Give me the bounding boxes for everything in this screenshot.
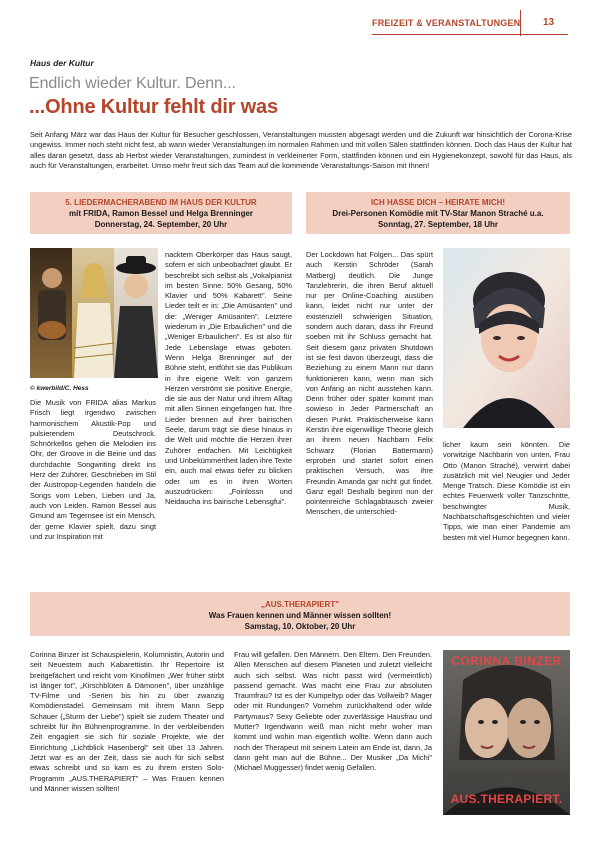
event1-band <box>30 192 292 234</box>
event3-band <box>30 592 570 636</box>
event1-date: Donnerstag, 24. September, 20 Uhr <box>94 220 228 229</box>
photo-credit: © kwerbild/C. Hess <box>30 385 89 392</box>
event3-date: Samstag, 10. Oktober, 20 Uhr <box>244 622 356 631</box>
event3-title: „AUS.THERAPIERT" <box>260 600 340 609</box>
manon-strache-photo <box>443 248 570 428</box>
page-number: 13 <box>543 17 555 28</box>
event2-text-col1: Der Lockdown hat Folgen... Das spürt auch Kerstin Schröder (Sarah Matberg) deutlich. Die Junge Tanzlehrerin, die ihren Beruf aktuell nur per Online-Coaching ausüben kann, leidet nicht nur unter der existenziell schwierigen Situation, sondern auch daran, dass ihr Freund soeben mit ihr Schluss gemacht hat. Seit diesem ganz privaten Shutdown ist sie fest davon überzeugt, dass die Beziehung zu einem Mann nur dann funktionieren kann, wenn man sich von Anfang an nicht ausstehen kann. Denn früher oder später kommt man sowieso in Jeder Partnerschaft an diesen Punkt. Praktischerweise kann Kerstin ihre eigenwillige Theorie gleich an ihrem neuen Nachbarn Felix Schwarz (Florian Battermann) erproben und startet sofort einen praktischen Versuch, was ihre Freundin Amanda gar nicht gut findet. Ganz egal! Deshalb beginnt nun der pointenreiche Schlagabtausch zweier Menschen, die unterschied- <box>306 250 433 517</box>
event1-title: 5. LIEDERMACHERABEND IM HAUS DER KULTUR <box>65 198 257 207</box>
poster-title: AUS.THERAPIERT. <box>450 792 563 806</box>
header-divider <box>520 10 521 36</box>
article-title-line1: Endlich wieder Kultur. Denn... <box>29 75 236 92</box>
article-intro: Seit Anfang März war das Haus der Kultur für Besucher geschlossen, Veranstaltungen mussten abgesagt werden und die Zukunft war hinsichtlich der Corona-Krise ungewiss. Immer noch steht nicht fest, ab wann wieder Veranstaltungen im normalen Rahmen und mit vollen Sälen stattfinden können. Doch das Haus der Kultur hat alles daran gesetzt, dass ab Herbst wieder Veranstaltungen, zumindest in verkleinerter Form, stattfinden können und ein Hygienekonzept, sowohl für das Haus, als auch für Veranstaltungen, erarbeitet. Umso mehr freut sich das Team auf die kommende Veranstaltungs-Saison mit Ihnen! <box>30 130 572 171</box>
article-title-line2: ...Ohne Kultur fehlt dir was <box>29 96 278 118</box>
event3-text-col2: Frau will gefallen. Den Männern. Den Eltern. Den Freunden. Allen Menschen auf diesem Planeten und zuletzt vielleicht auch sich selbst. Was nicht passt wird (vermeintlich) passend gemacht. Was macht eine Frau zur absoluten Traumfrau? Ist es der Kumpeltyp oder das Vollweib? Mager oder mit Rundungen? Vornehm zurückhaltend oder wilde Partymaus? Sexy Geliebte oder zuverlässige Hausfrau und Mutter? Irgendwann weiß man nicht mehr woher man kommt und wohin man eigentlich wollte. Wenn dann auch noch der Therapeut mit seinem Latein am Ende ist, dann, Ja dann geht man auf die Bühne... Der Musiker „Da Michi" (Michael Muggesser) findet wenig Gefallen. <box>234 650 432 773</box>
event2-text-col2: licher kaum sein könnten. Die vorwitzige Nachbarin von unten, Frau Otto (Manon Straché), verwirrt dabei zusätzlich mit viel Neugier und Jeder Menge Tratsch. Diese Komödie ist ein echtes Feuerwerk voller Tanzschritte, beschwingter Musik, Nachbarschaftsgeschichten und vieler Tipps, wie man einer Pandemie am besten mit viel Humor begegnen kann. <box>443 440 570 542</box>
section-title: FREIZEIT & VERANSTALTUNGEN <box>372 18 521 28</box>
page-header <box>0 0 598 40</box>
event1-photo-collage <box>30 248 158 378</box>
event3-text-col1: Corinna Binzer ist Schauspielerin, Kolumnistin, Autorin und seit Neuestem auch Kabarettistin. Ihr Repertoire ist breitgefächert und reicht vom Kinofilmen „Wer früher stirbt ist länger tot", „Kirschblüten & Dämonen", über unzählige TV-Filme und -Serien bis hin zu über zwanzig Komödienstadel. Gemeinsam mit ihrem Mann Sepp Schauer („Sturm der Liebe") spielt sie zudem Theater und schreibt für ihn Bühnenprogramme. In der verbleibenden Zeit engagiert sie sich für soziale Projekte, wie der Einrichtung „Lichtblick Hasenbergl" seit über 13 Jahren. Jetzt war es an der Zeit, dass sie auch für sich selbst etwas schreibt und so kam es zu ihrem ersten Solo-Programm „AUS.THERAPIERT" – Was Frauen kennen und Männer wissen sollten! <box>30 650 224 793</box>
article-kicker: Haus der Kultur <box>30 58 94 68</box>
header-underline <box>372 34 568 35</box>
corinna-binzer-poster-art <box>443 650 570 815</box>
event2-date: Sonntag, 27. September, 18 Uhr <box>377 220 499 229</box>
event2-subtitle: Drei-Personen Komödie mit TV-Star Manon Straché u.a. <box>332 209 544 218</box>
poster-name: CORINNA BINZER <box>451 654 562 668</box>
event2-band <box>306 192 570 234</box>
event1-text-col1: Die Musik von FRIDA alias Markus Frisch liegt irgendwo zwischen harmonischem Akustik-Pop und pulsierendem Deutschrock. Schnörkellos gehen die Melodien ins Ohr, der Groove in die Beine und das durchdachte Songwriting direkt ins Herz der Zuhörer. Geschrieben im Stil der Austropop-Legenden handeln die Songs vom Leben, Lieben und Ja, auch von Leiden. Ramon Bessel aus Gmund am Tegernsee ist ein Mensch, der gerne Klavier spielt, dazu singt und zur Inspiration mit <box>30 398 156 541</box>
event3-poster <box>443 650 570 815</box>
event2-title: ICH HASSE DICH – HEIRATE MICH! <box>370 198 506 207</box>
musicians-photo <box>30 248 158 378</box>
event1-text-col2: nacktem Oberkörper das Haus saugt, sofern er sich unbeobachtet glaubt. Er beschreibt sich selbst als „Vokalpianist im besten Sinne: 50% Gesang, 50% Klavier und 50% Kabarett". Seine Lieder teilt er in: „Die Amüsanten" und die: „Weniger Amüsanten". Letztere wiederum in „Die Erbaulichen" und die „Weniger Erbaulichen". Es ist also für Jede Lebenslage etwas geboten. Wenn Helga Brenninger auf der Bühne steht, entführt sie das Publikum in ihre eigene Welt: von ganzem Herzen verströmt sie positive Energie, die sie aus der Natur und ihrem Alltag mit allen Sinnen eingefangen hat. Ihre Lieder brennen auf ihrer bairischen Seele, darum trägt sie diese hinaus in die Welt und möchte die Herzen ihrer Zuhörer entfachen. Mit Leichtigkeit und Unbekümmertheit laden ihre Texte ein, auch mal etwas tiefer zu blicken oder um es in ihren Worten auszudrücken: „Foinlossn und Neidaucha ins bairische Lebensgfui". <box>165 250 292 507</box>
event3-subtitle: Was Frauen kennen und Männer wissen sollten! <box>208 611 392 620</box>
event1-subtitle: mit FRIDA, Ramon Bessel und Helga Brenninger <box>68 209 254 218</box>
event2-photo <box>443 248 570 428</box>
